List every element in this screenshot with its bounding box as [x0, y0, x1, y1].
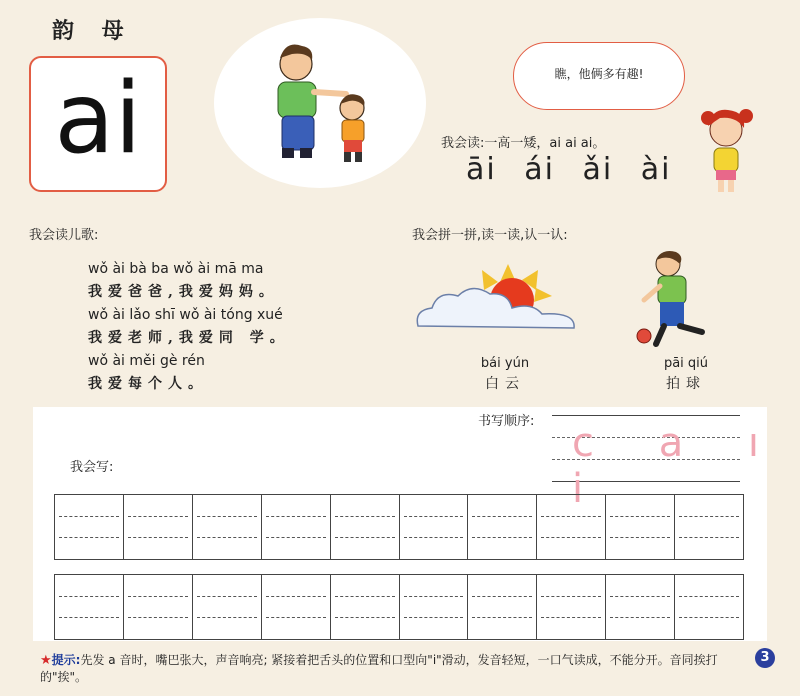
word-baiyun-pinyin: bái yún — [480, 356, 530, 371]
grid-cell[interactable] — [606, 575, 675, 639]
grid-cell[interactable] — [124, 575, 193, 639]
word-baiyun-hanzi: 白云 — [485, 376, 525, 392]
grid-cell[interactable] — [468, 495, 537, 559]
read-line-label: 我会读: — [441, 136, 485, 151]
rhyme-label: 我会读儿歌: — [29, 228, 99, 243]
father-son-illustration — [262, 38, 382, 170]
grid-cell[interactable] — [400, 575, 469, 639]
word-paiqiu-hanzi: 拍球 — [666, 376, 706, 392]
page-title: 韵 母 — [52, 18, 134, 44]
tone-1: āi — [466, 152, 497, 187]
write-label: 我会写: — [70, 460, 114, 475]
writing-grid-row-1[interactable] — [54, 494, 744, 560]
grid-cell[interactable] — [331, 495, 400, 559]
letter-card — [29, 56, 167, 192]
grid-cell[interactable] — [193, 495, 262, 559]
grid-cell[interactable] — [262, 575, 331, 639]
girl-illustration — [694, 104, 758, 196]
star-icon: ★ — [40, 653, 52, 668]
word-paiqiu-pinyin: pāi qiú — [663, 356, 709, 371]
grid-cell[interactable] — [400, 495, 469, 559]
rhyme-pinyin-3: wǒ ài měi gè rén — [88, 353, 205, 369]
grid-cell[interactable] — [606, 495, 675, 559]
boy-ball-illustration — [632, 246, 718, 356]
read-line — [441, 132, 605, 151]
grid-cell[interactable] — [675, 575, 743, 639]
grid-cell[interactable] — [468, 575, 537, 639]
rhyme-block — [88, 258, 290, 396]
rhyme-hanzi-1: 我爱爸爸,我爱妈妈。 — [88, 284, 279, 300]
grid-cell[interactable] — [193, 575, 262, 639]
tip-block — [40, 652, 740, 686]
writing-grid-row-2[interactable] — [54, 574, 744, 640]
rhyme-pinyin-2: wǒ ài lǎo shī wǒ ài tóng xué — [88, 307, 283, 323]
grid-cell[interactable] — [537, 575, 606, 639]
grid-cell[interactable] — [331, 575, 400, 639]
page-number-badge: 3 — [755, 648, 775, 668]
tone-3: ǎi — [582, 152, 614, 187]
spell-label: 我会拼一拼,读一读,认一认: — [412, 228, 568, 243]
grid-cell[interactable] — [55, 575, 124, 639]
main-letter: ai — [54, 62, 142, 176]
stroke-order-letters: c a ı i — [572, 420, 786, 512]
tip-label: 提示: — [51, 653, 81, 667]
tip-text: 先发 a 音时，嘴巴张大，声音响亮; 紧接着把舌头的位置和口型向"i"滑动，发音轻短，一口气读成，不能分开。音同挨打的"挨"。 — [40, 653, 718, 684]
speech-bubble-text: 瞧，他俩多有趣! — [554, 67, 644, 81]
grid-cell[interactable] — [675, 495, 743, 559]
word-paiqiu — [646, 356, 726, 393]
grid-cell[interactable] — [55, 495, 124, 559]
grid-cell[interactable] — [124, 495, 193, 559]
read-line-text: 一高一矮，ai ai ai。 — [484, 136, 606, 151]
tone-2: ái — [524, 152, 555, 187]
rhyme-hanzi-2: 我爱老师,我爱同 学。 — [88, 330, 290, 346]
cloud-sun-illustration — [408, 256, 580, 340]
rhyme-hanzi-3: 我爱每个人。 — [88, 376, 208, 392]
grid-cell[interactable] — [537, 495, 606, 559]
guide-line-top — [552, 415, 740, 416]
rhyme-pinyin-1: wǒ ài bà ba wǒ ài mā ma — [88, 261, 264, 277]
speech-bubble — [513, 42, 685, 110]
grid-cell[interactable] — [262, 495, 331, 559]
word-baiyun — [462, 356, 548, 393]
stroke-order-label: 书写顺序: — [478, 414, 535, 429]
tone-4: ài — [640, 152, 672, 187]
tone-row — [466, 152, 688, 187]
